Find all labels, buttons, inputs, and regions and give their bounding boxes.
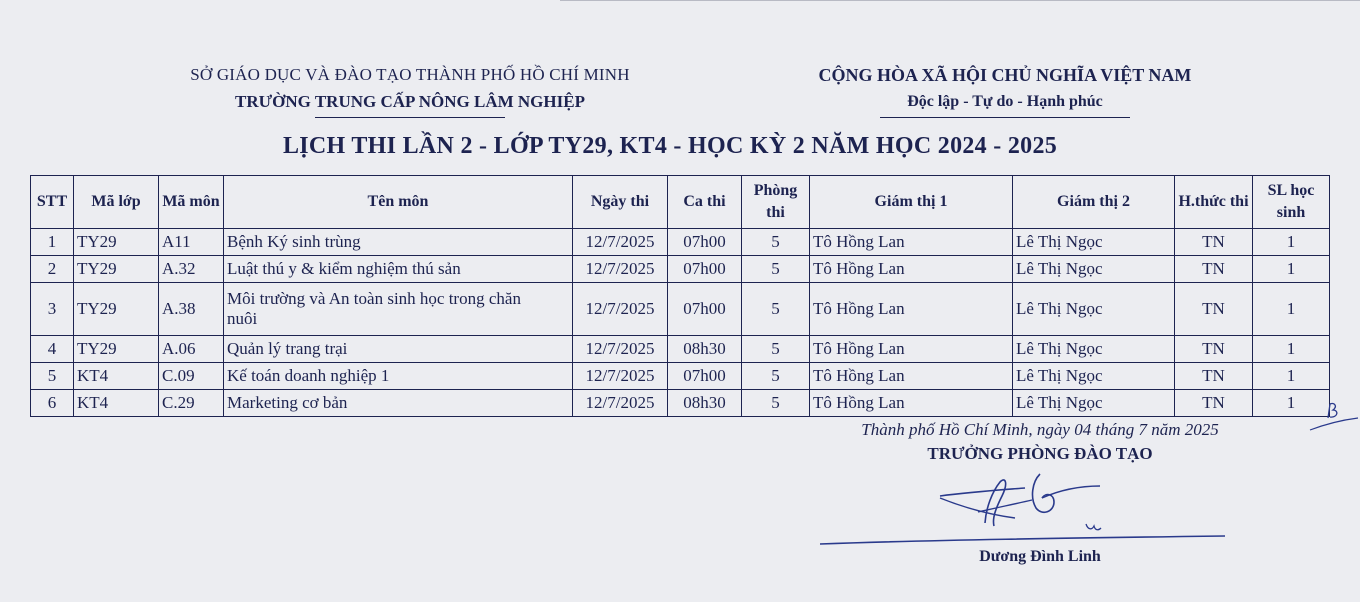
table-row <box>31 390 1330 417</box>
cell-room: 5 <box>742 336 810 363</box>
cell-session: 07h00 <box>668 229 742 256</box>
cell-subject-name: Marketing cơ bản <box>224 390 573 417</box>
cell-student-count: 1 <box>1253 256 1330 283</box>
cell-student-count: 1 <box>1253 390 1330 417</box>
cell-session: 08h30 <box>668 390 742 417</box>
cell-student-count: 1 <box>1253 336 1330 363</box>
cell-exam-date: 12/7/2025 <box>573 363 668 390</box>
cell-proctor-2: Lê Thị Ngọc <box>1013 229 1175 256</box>
table-row <box>31 363 1330 390</box>
cell-student-count: 1 <box>1253 363 1330 390</box>
cell-session: 07h00 <box>668 256 742 283</box>
cell-stt: 1 <box>31 229 74 256</box>
cell-subject-code: C.29 <box>159 390 224 417</box>
cell-student-count: 1 <box>1253 283 1330 336</box>
initial-mark-icon <box>1308 398 1360 434</box>
col-header-proctor-1: Giám thị 1 <box>810 176 1013 229</box>
col-header-session: Ca thi <box>668 176 742 229</box>
cell-proctor-2: Lê Thị Ngọc <box>1013 256 1175 283</box>
cell-exam-format: TN <box>1175 363 1253 390</box>
national-title: CỘNG HÒA XÃ HỘI CHỦ NGHĨA VIỆT NAM <box>818 65 1192 85</box>
col-header-room: Phòng thi <box>742 176 810 229</box>
cell-stt: 4 <box>31 336 74 363</box>
place-and-date: Thành phố Hồ Chí Minh, ngày 04 tháng 7 năm 2025 <box>861 420 1219 439</box>
school-name: TRƯỜNG TRUNG CẤP NÔNG LÂM NGHIỆP <box>235 92 585 111</box>
handwritten-signature-icon <box>810 468 1250 558</box>
col-header-exam-date: Ngày thi <box>573 176 668 229</box>
cell-room: 5 <box>742 229 810 256</box>
cell-proctor-1: Tô Hồng Lan <box>810 256 1013 283</box>
cell-subject-code: C.09 <box>159 363 224 390</box>
cell-subject-name: Bệnh Ký sinh trùng <box>224 229 573 256</box>
table-row <box>31 336 1330 363</box>
cell-room: 5 <box>742 283 810 336</box>
cell-class-code: TY29 <box>74 229 159 256</box>
signer-name: Dương Đình Linh <box>979 548 1101 565</box>
col-header-exam-format: H.thức thi <box>1175 176 1253 229</box>
cell-proctor-2: Lê Thị Ngọc <box>1013 390 1175 417</box>
col-header-subject-name: Tên môn <box>224 176 573 229</box>
col-header-class-code: Mã lớp <box>74 176 159 229</box>
cell-class-code: KT4 <box>74 390 159 417</box>
table-row <box>31 283 1330 336</box>
cell-exam-date: 12/7/2025 <box>573 229 668 256</box>
cell-proctor-1: Tô Hồng Lan <box>810 336 1013 363</box>
cell-class-code: KT4 <box>74 363 159 390</box>
right-header-underline <box>880 117 1130 118</box>
col-header-student-count: SL học sinh <box>1253 176 1330 229</box>
cell-subject-code: A.38 <box>159 283 224 336</box>
col-header-proctor-2: Giám thị 2 <box>1013 176 1175 229</box>
scan-top-edge <box>560 0 1360 1</box>
cell-proctor-1: Tô Hồng Lan <box>810 363 1013 390</box>
exam-schedule-table <box>30 175 1330 417</box>
cell-session: 07h00 <box>668 283 742 336</box>
cell-subject-code: A.32 <box>159 256 224 283</box>
cell-subject-name: Kế toán doanh nghiệp 1 <box>224 363 573 390</box>
cell-subject-name: Luật thú y & kiểm nghiệm thú sản <box>224 256 573 283</box>
cell-exam-date: 12/7/2025 <box>573 256 668 283</box>
cell-session: 08h30 <box>668 336 742 363</box>
cell-room: 5 <box>742 256 810 283</box>
cell-stt: 3 <box>31 283 74 336</box>
cell-subject-code: A.06 <box>159 336 224 363</box>
cell-session: 07h00 <box>668 363 742 390</box>
col-header-stt: STT <box>31 176 74 229</box>
cell-proctor-2: Lê Thị Ngọc <box>1013 283 1175 336</box>
cell-exam-format: TN <box>1175 283 1253 336</box>
cell-exam-format: TN <box>1175 336 1253 363</box>
cell-class-code: TY29 <box>74 256 159 283</box>
cell-class-code: TY29 <box>74 336 159 363</box>
cell-proctor-1: Tô Hồng Lan <box>810 283 1013 336</box>
department-name: SỞ GIÁO DỤC VÀ ĐÀO TẠO THÀNH PHỐ HỒ CHÍ MINH <box>190 65 630 84</box>
cell-subject-name: Quản lý trang trại <box>224 336 573 363</box>
document-title: LỊCH THI LẦN 2 - LỚP TY29, KT4 - HỌC KỲ 2 NĂM HỌC 2024 - 2025 <box>282 133 1058 159</box>
cell-stt: 2 <box>31 256 74 283</box>
cell-subject-name: Môi trường và An toàn sinh học trong chăn nuôi <box>224 283 573 336</box>
left-header-underline <box>315 117 505 118</box>
cell-exam-date: 12/7/2025 <box>573 336 668 363</box>
cell-stt: 5 <box>31 363 74 390</box>
cell-exam-format: TN <box>1175 390 1253 417</box>
cell-proctor-2: Lê Thị Ngọc <box>1013 363 1175 390</box>
signatory-title: TRƯỞNG PHÒNG ĐÀO TẠO <box>927 444 1153 463</box>
cell-subject-code: A11 <box>159 229 224 256</box>
table-header-row <box>31 176 1330 229</box>
cell-exam-format: TN <box>1175 256 1253 283</box>
cell-class-code: TY29 <box>74 283 159 336</box>
cell-proctor-1: Tô Hồng Lan <box>810 229 1013 256</box>
cell-proctor-2: Lê Thị Ngọc <box>1013 336 1175 363</box>
cell-proctor-1: Tô Hồng Lan <box>810 390 1013 417</box>
cell-exam-date: 12/7/2025 <box>573 390 668 417</box>
table-row <box>31 229 1330 256</box>
cell-student-count: 1 <box>1253 229 1330 256</box>
table-row <box>31 256 1330 283</box>
cell-stt: 6 <box>31 390 74 417</box>
cell-room: 5 <box>742 390 810 417</box>
cell-exam-format: TN <box>1175 229 1253 256</box>
col-header-subject-code: Mã môn <box>159 176 224 229</box>
national-motto: Độc lập - Tự do - Hạnh phúc <box>907 93 1103 110</box>
cell-exam-date: 12/7/2025 <box>573 283 668 336</box>
cell-room: 5 <box>742 363 810 390</box>
